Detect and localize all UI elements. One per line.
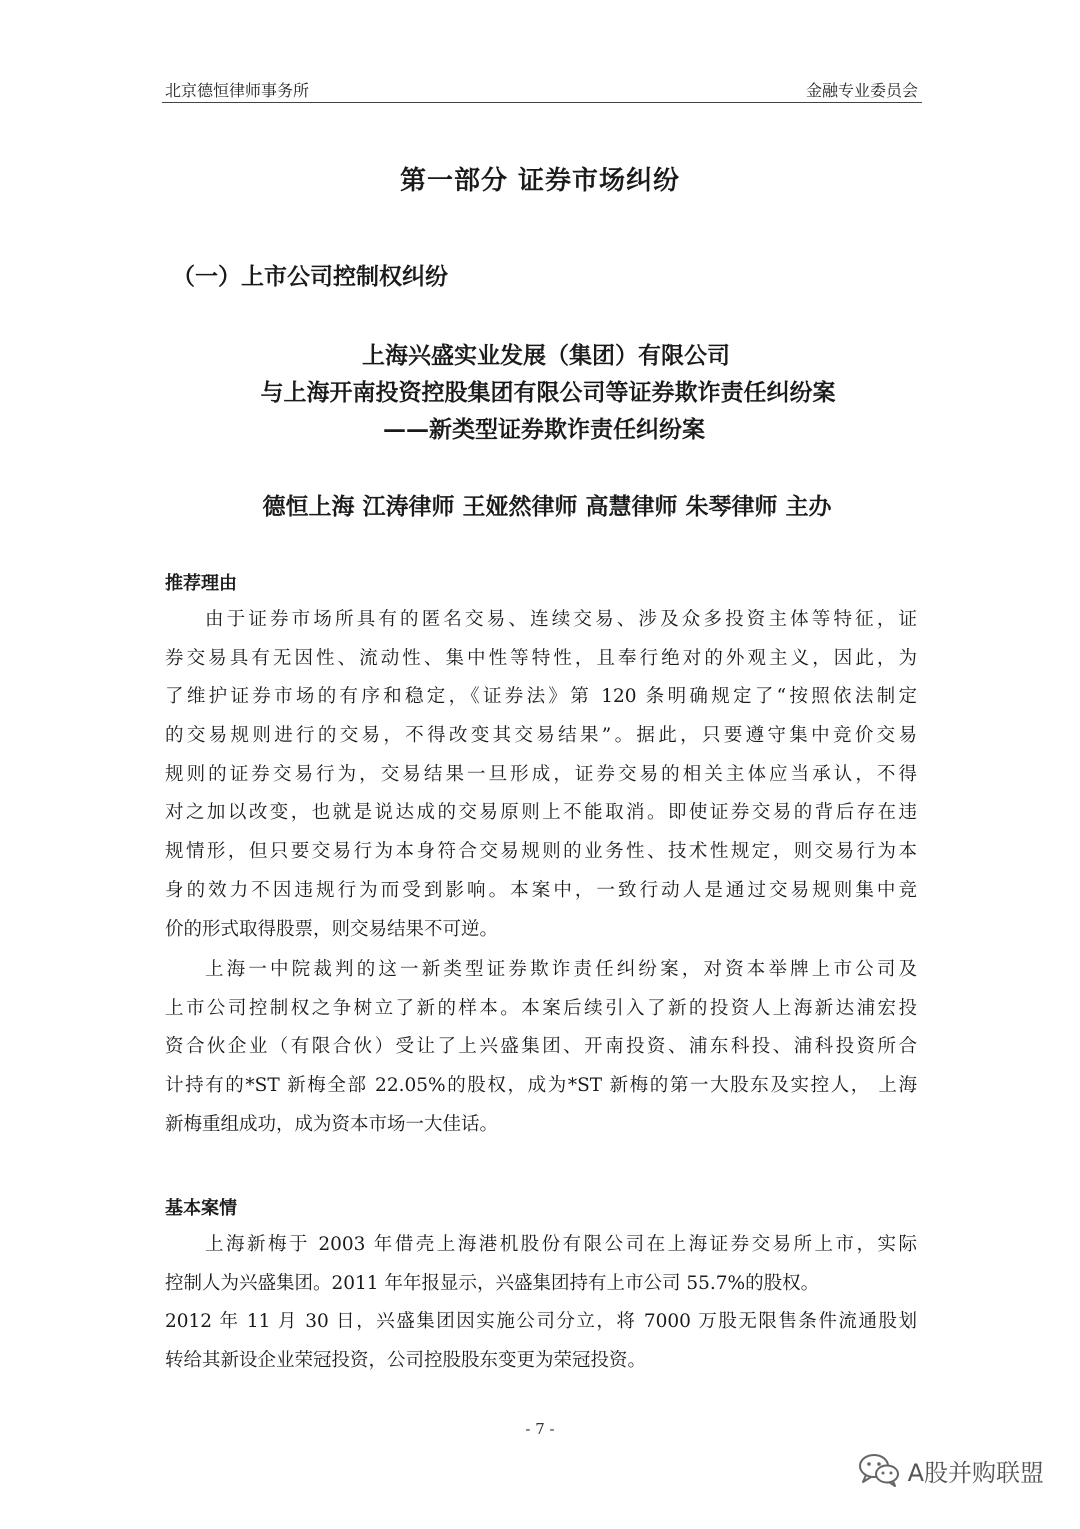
header-divider	[162, 102, 922, 103]
paragraph-line: 由于证券市场所具有的匿名交易、连续交易、涉及众多投资主体等特征，证	[205, 609, 917, 630]
part-title: 第一部分 证券市场纠纷	[399, 166, 681, 196]
paragraph-line: 计持有的*ST 新梅全部 22.05%的股权，成为*ST 新梅的第一大股东及实控人， 上海	[165, 1075, 917, 1097]
paragraph-line: 价的形式取得股票，则交易结果不可逆。	[165, 918, 499, 940]
case-title-line-2: 与上海开南投资控股集团有限公司等证券欺诈责任纠纷案	[260, 379, 836, 406]
paragraph-line: 的交易规则进行的交易，不得改变其交易结果”。据此，只要遵守集中竞价交易	[165, 725, 917, 747]
paragraph-line: 转给其新设企业荣冠投资，公司控股股东变更为荣冠投资。	[165, 1350, 647, 1372]
paragraph-line: 新梅重组成功，成为资本市场一大佳话。	[165, 1113, 499, 1135]
paragraph-line: 控制人为兴盛集团。2011 年年报显示，兴盛集团持有上市公司 55.7%的股权。	[165, 1272, 820, 1294]
basic-facts-heading: 基本案情	[165, 1198, 237, 1219]
paragraph-line: 规则的证券交易行为，交易结果一旦形成，证券交易的相关主体应当承认，不得	[165, 763, 917, 785]
page-number: - 7 -	[525, 1420, 555, 1438]
paragraph-line: 2012 年 11 月 30 日，兴盛集团因实施公司分立，将 7000 万股无限售条件流通股划	[165, 1311, 917, 1333]
paragraph-line: 资合伙企业（有限合伙）受让了上兴盛集团、开南投资、浦东科投、浦科投资所合	[165, 1036, 917, 1058]
recommendation-heading: 推荐理由	[165, 573, 237, 594]
paragraph-line: 了维护证券市场的有序和稳定，《证券法》第 120 条明确规定了“按照依法制定	[165, 686, 917, 708]
paragraph-line: 券交易具有无因性、流动性、集中性等特性，且奉行绝对的外观主义，因此，为	[165, 647, 917, 669]
wechat-icon	[858, 1452, 900, 1488]
recommendation-paragraph-2	[165, 951, 917, 1144]
paragraph-line: 上海一中院裁判的这一新类型证券欺诈责任纠纷案，对资本举牌上市公司及	[205, 959, 917, 980]
watermark	[858, 1452, 1044, 1488]
paragraph-line: 身的效力不因违规行为而受到影响。本案中，一致行动人是通过交易规则集中竞	[165, 879, 917, 901]
case-title-line-3: ——新类型证券欺诈责任纠纷案	[383, 416, 705, 443]
authors-line: 德恒上海 江涛律师 王娅然律师 高慧律师 朱琴律师 主办	[262, 493, 832, 520]
paragraph-line: 规情形，但只要交易行为本身符合交易规则的业务性、技术性规定，则交易行为本	[165, 841, 917, 863]
case-title-line-1: 上海兴盛实业发展（集团）有限公司	[362, 342, 730, 369]
recommendation-paragraph-1	[165, 601, 917, 949]
watermark-text: A股并购联盟	[907, 1458, 1044, 1487]
section-heading: （一）上市公司控制权纠纷	[172, 263, 448, 290]
basic-facts-paragraph-1	[165, 1226, 917, 1381]
header-committee-name: 金融专业委员会	[805, 81, 918, 100]
paragraph-line: 上市公司控制权之争树立了新的样本。本案后续引入了新的投资人上海新达浦宏投	[165, 997, 917, 1019]
paragraph-line: 对之加以改变，也就是说达成的交易原则上不能取消。即使证券交易的背后存在违	[165, 802, 917, 824]
paragraph-line: 上海新梅于 2003 年借壳上海港机股份有限公司在上海证券交易所上市，实际	[205, 1234, 917, 1255]
header-firm-name: 北京德恒律师事务所	[165, 81, 310, 100]
